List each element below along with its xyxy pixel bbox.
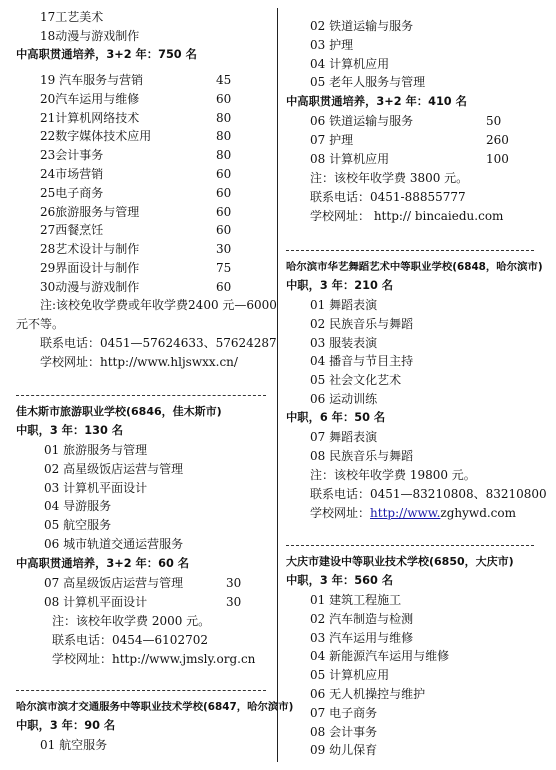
section-divider — [286, 250, 534, 251]
section-heading: 中职，3 年：130 名 — [16, 424, 124, 437]
section-divider — [16, 690, 266, 691]
table-row-count: 45 — [216, 73, 232, 87]
list-item: 18动漫与游戏制作 — [40, 29, 140, 43]
table-row-count: 60 — [216, 204, 232, 219]
list-item: 06 无人机操控与维护 — [310, 687, 426, 701]
school-title: 哈尔滨市华艺舞蹈艺术中等职业学校(6848，哈尔滨市) — [286, 261, 543, 273]
school-title: 大庆市建设中等职业技术学校(6850，大庆市) — [286, 555, 514, 568]
website-label: 学校网址： — [310, 506, 371, 520]
list-item: 02 汽车制造与检测 — [310, 611, 414, 626]
column-divider — [277, 8, 278, 762]
contact-phone: 联系电话：0454—6102702 — [52, 633, 208, 647]
school-website[interactable]: 学校网址： http:// bincaiedu.com — [310, 209, 504, 223]
list-item: 06 城市轨道交通运营服务 — [44, 537, 184, 551]
list-item: 06 运动训练 — [310, 392, 378, 406]
list-item: 07 电子商务 — [310, 705, 378, 720]
section-heading: 中职，3 年：560 名 — [286, 574, 394, 587]
table-row-count: 50 — [486, 114, 502, 128]
website-domain[interactable]: zghywd.com — [440, 506, 517, 520]
table-row-name: 08 计算机应用 — [310, 151, 390, 166]
table-row-name: 24市场营销 — [40, 167, 104, 181]
list-item: 03 服装表演 — [310, 335, 378, 350]
note-text: 注:该校免收学费或年收学费2400 元—6000 — [40, 298, 277, 312]
table-row-count: 60 — [216, 223, 232, 238]
table-row-count: 75 — [216, 261, 232, 275]
list-item: 01 航空服务 — [40, 738, 108, 752]
list-item: 05 计算机应用 — [310, 668, 390, 683]
note-text: 注：该校年收学费 2000 元。 — [52, 614, 211, 628]
website-link[interactable]: http://www. — [370, 506, 441, 520]
list-item: 04 播音与节目主持 — [310, 354, 414, 369]
table-row-count: 80 — [216, 129, 232, 144]
note-text: 注：该校年收学费 19800 元。 — [310, 468, 476, 482]
list-item: 08 民族音乐与舞蹈 — [310, 448, 414, 463]
section-heading: 中高职贯通培养，3+2 年：410 名 — [286, 95, 467, 108]
note-text: 注：该校年收学费 3800 元。 — [310, 171, 469, 185]
section-divider — [286, 545, 534, 546]
list-item: 01 建筑工程施工 — [310, 593, 402, 607]
contact-phone: 联系电话：0451—57624633、57624287 — [40, 336, 277, 350]
list-item: 05 老年人服务与管理 — [310, 75, 426, 90]
table-row-name: 25电子商务 — [40, 185, 104, 200]
school-website — [310, 505, 516, 521]
section-divider — [16, 395, 266, 396]
list-item: 04 新能源汽车运用与维修 — [310, 649, 450, 664]
table-row-name: 19 汽车服务与营销 — [40, 73, 144, 87]
table-row-count: 60 — [216, 91, 232, 106]
list-item: 07 舞蹈表演 — [310, 430, 378, 444]
list-item: 01 舞蹈表演 — [310, 298, 378, 312]
table-row-name: 08 计算机平面设计 — [44, 594, 148, 609]
table-row-name: 23会计事务 — [40, 148, 104, 163]
section-heading: 中高职贯通培养，3+2 年：60 名 — [16, 557, 190, 570]
list-item: 03 汽车运用与维修 — [310, 630, 414, 645]
list-item: 02 高星级饭店运营与管理 — [44, 461, 184, 476]
list-item: 05 社会文化艺术 — [310, 373, 402, 388]
section-heading: 中职，3 年：90 名 — [16, 719, 116, 732]
list-item: 09 幼儿保育 — [310, 743, 378, 758]
list-item: 02 民族音乐与舞蹈 — [310, 316, 414, 331]
table-row-name: 30动漫与游戏制作 — [40, 279, 140, 294]
school-title: 哈尔滨市滨才交通服务中等职业技术学校(6847，哈尔滨市) — [16, 701, 294, 713]
table-row-name: 26旅游服务与管理 — [40, 204, 140, 219]
table-row-count: 260 — [486, 132, 509, 147]
list-item: 17工艺美术 — [40, 10, 104, 24]
table-row-count: 80 — [216, 148, 232, 163]
table-row-count: 80 — [216, 110, 232, 125]
table-row-name: 28艺术设计与制作 — [40, 242, 140, 257]
note-text-cont: 元不等。 — [16, 317, 65, 331]
list-item: 08 会计事务 — [310, 724, 378, 739]
section-heading: 中高职贯通培养，3+2 年：750 名 — [16, 48, 197, 61]
list-item: 04 导游服务 — [44, 499, 112, 514]
list-item: 03 护理 — [310, 37, 354, 52]
list-item: 03 计算机平面设计 — [44, 480, 148, 495]
table-row-count: 60 — [216, 167, 232, 181]
school-website[interactable]: 学校网址：http://www.hljswxx.cn/ — [40, 355, 238, 369]
table-row-name: 07 高星级饭店运营与管理 — [44, 576, 184, 590]
list-item: 01 旅游服务与管理 — [44, 443, 148, 457]
list-item: 02 铁道运输与服务 — [310, 19, 414, 33]
table-row-name: 20汽车运用与维修 — [40, 91, 140, 106]
table-row-name: 21计算机网络技术 — [40, 110, 140, 125]
section-heading: 中职，3 年：210 名 — [286, 279, 394, 292]
table-row-name: 27西餐烹饪 — [40, 223, 104, 238]
school-title: 佳木斯市旅游职业学校(6846，佳木斯市) — [16, 405, 222, 418]
section-heading: 中职，6 年：50 名 — [286, 411, 386, 424]
table-row-name: 06 铁道运输与服务 — [310, 114, 414, 128]
table-row-count: 60 — [216, 185, 232, 200]
table-row-name: 22数字媒体技术应用 — [40, 129, 152, 144]
table-row-count: 100 — [486, 151, 509, 166]
table-row-name: 29界面设计与制作 — [40, 261, 140, 275]
contact-phone: 联系电话：0451-88855777 — [310, 190, 466, 204]
table-row-count: 30 — [226, 576, 242, 590]
table-row-count: 30 — [226, 594, 242, 609]
table-row-count: 30 — [216, 242, 232, 257]
table-row-count: 60 — [216, 279, 232, 294]
contact-phone: 联系电话：0451—83210808、83210800 — [310, 487, 547, 501]
table-row-name: 07 护理 — [310, 132, 354, 147]
list-item: 05 航空服务 — [44, 518, 112, 533]
school-website[interactable]: 学校网址：http://www.jmsly.org.cn — [52, 652, 256, 666]
list-item: 04 计算机应用 — [310, 56, 390, 71]
